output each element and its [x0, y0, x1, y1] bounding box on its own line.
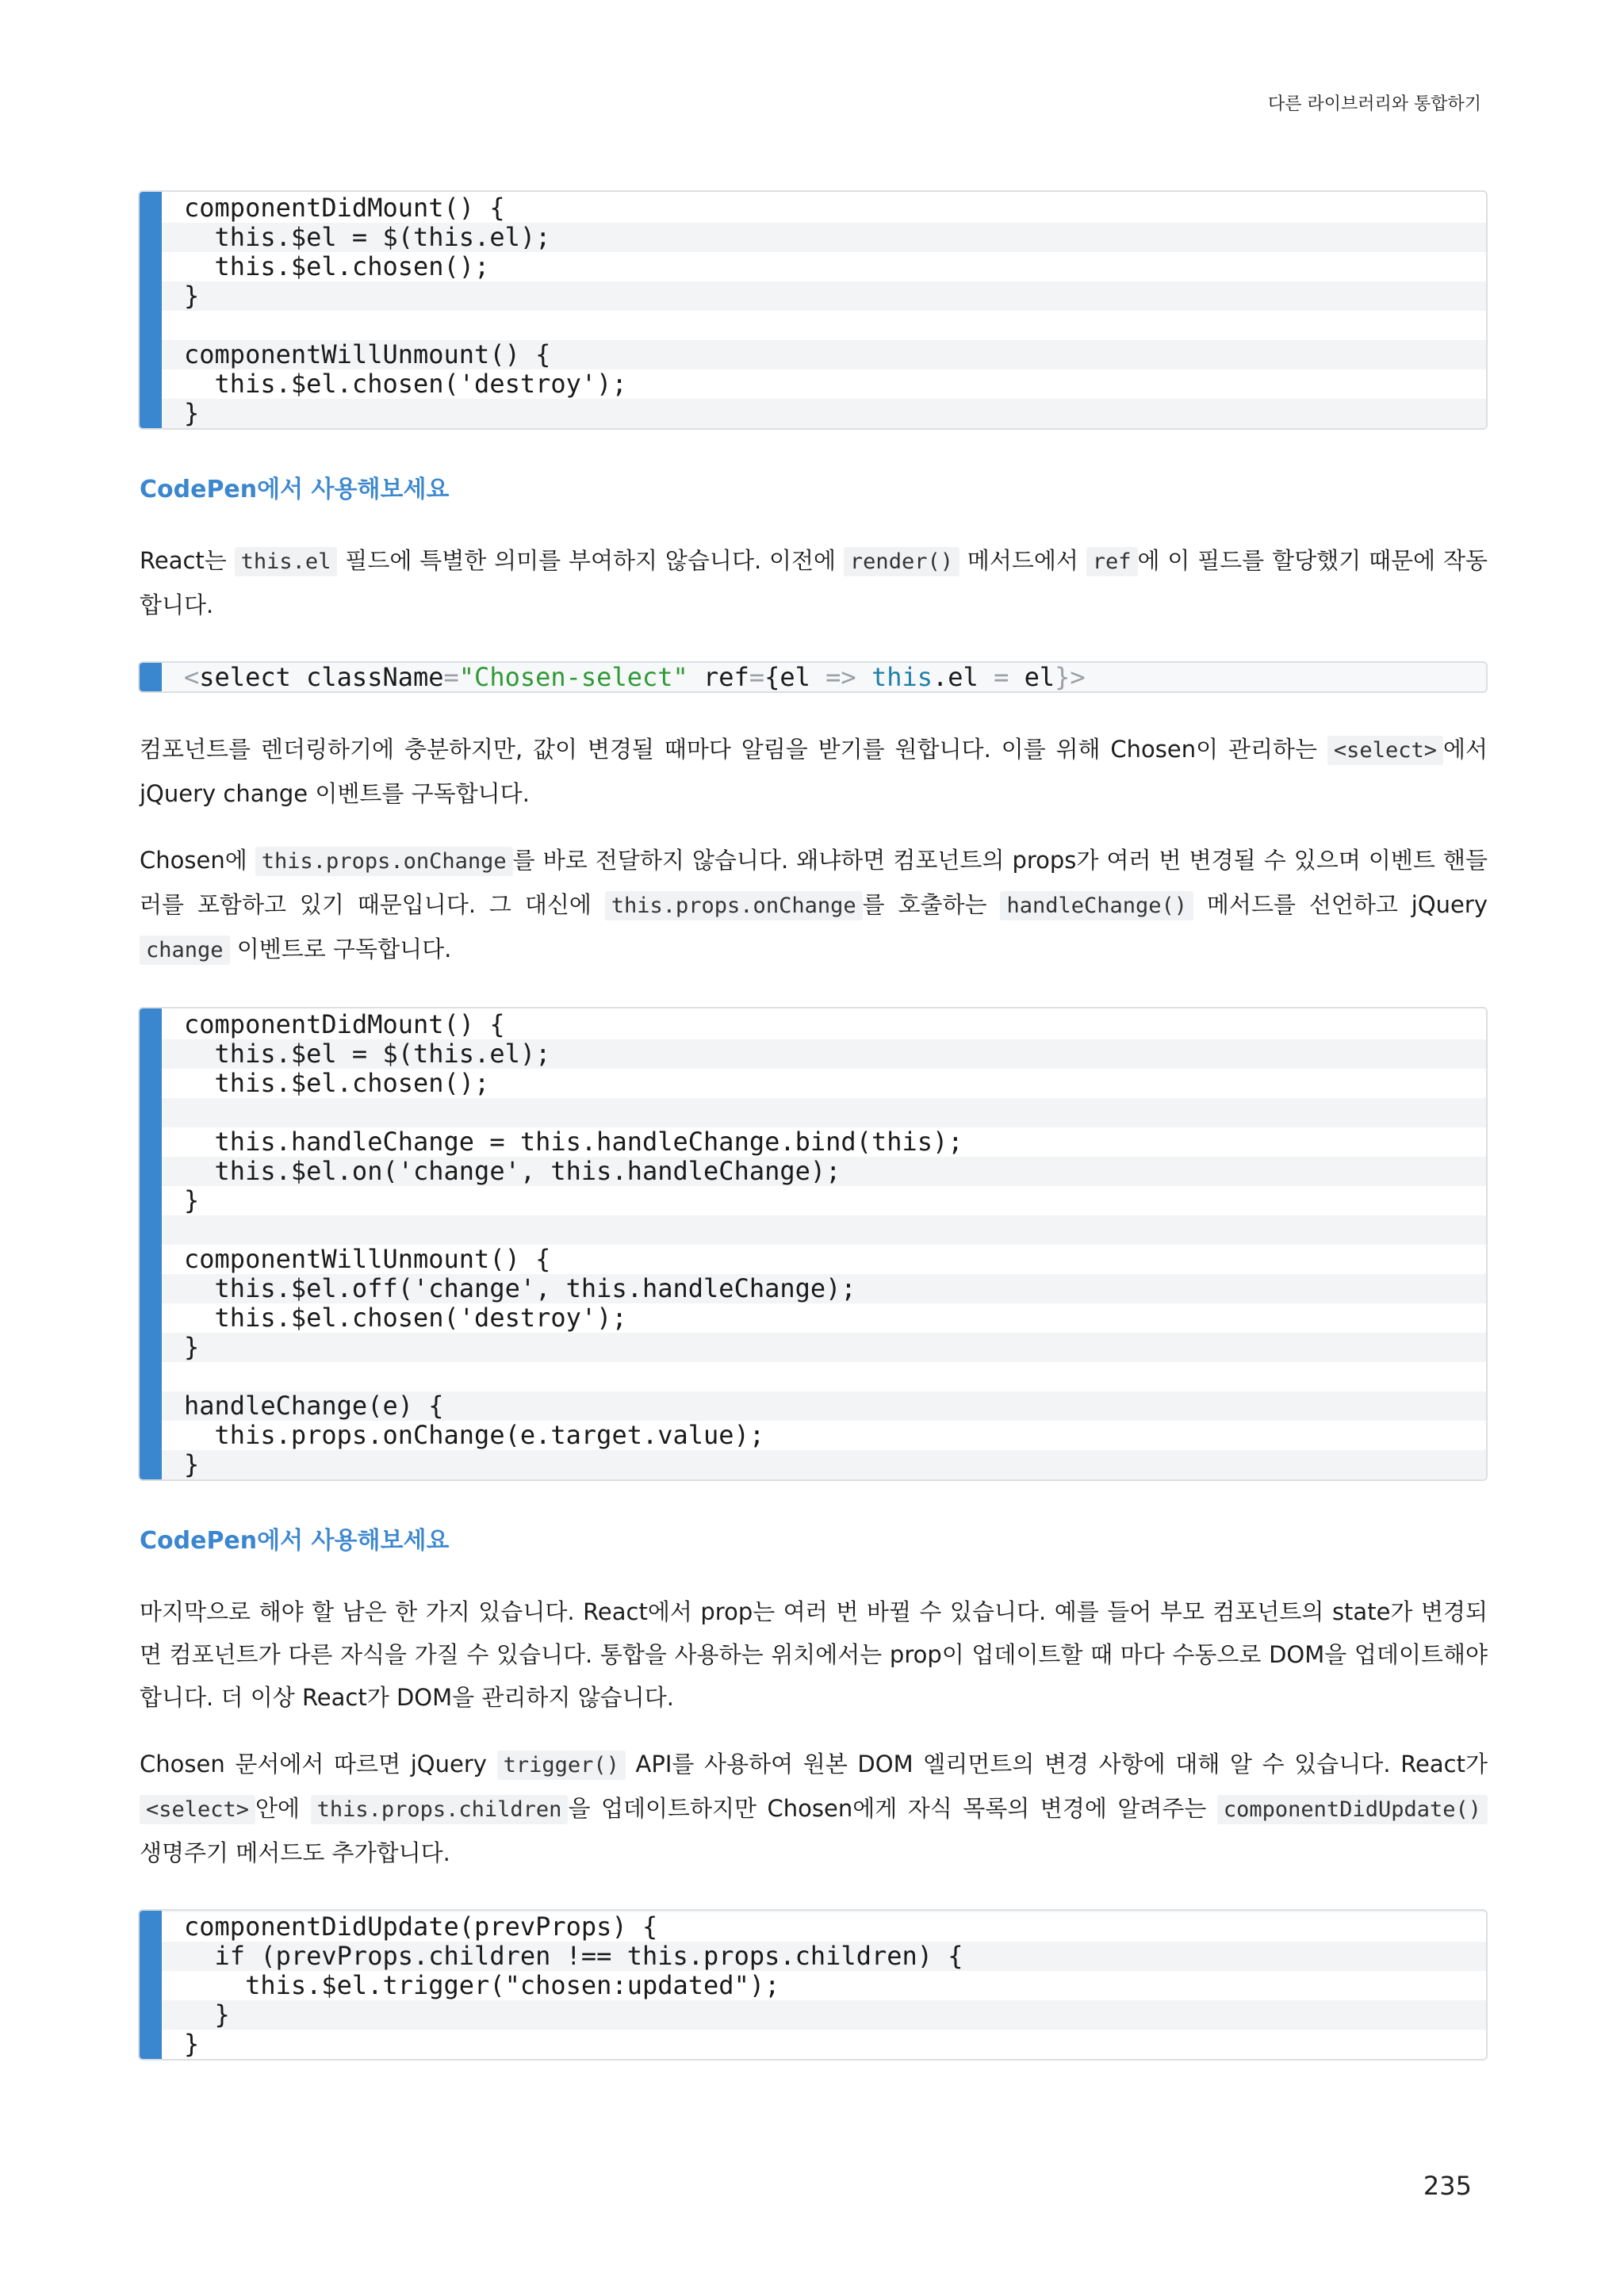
code-line [184, 1098, 1486, 1127]
code-listing [140, 192, 1486, 428]
code-listing [140, 1911, 1486, 2059]
text: 필드에 특별한 의미를 부여하지 않습니다. 이전에 [337, 547, 844, 574]
code-token: ref [703, 662, 749, 692]
code-token: } [1055, 662, 1071, 692]
text: React는 [140, 547, 235, 574]
code-block-didupdate [138, 1909, 1488, 2061]
code-line: this.$el = $(this.el); [184, 222, 551, 252]
page-content [138, 190, 1488, 2061]
paragraph-subscribe [140, 728, 1488, 815]
code-block-select [138, 661, 1488, 693]
inline-code: ref [1086, 547, 1138, 576]
code-line: } [184, 1185, 200, 1215]
code-listing [140, 1008, 1486, 1479]
code-line [184, 311, 1486, 340]
code-line: } [184, 2029, 200, 2059]
code-line: } [184, 1332, 200, 1362]
text: Chosen 문서에서 따르면 jQuery [140, 1751, 497, 1777]
code-line: componentDidMount() { [184, 193, 505, 223]
code-token: < [184, 662, 200, 692]
code-line: this.$el = $(this.el); [184, 1039, 551, 1069]
code-line: this.props.onChange(e.target.value); [184, 1420, 765, 1450]
code-token: = [443, 662, 459, 692]
code-token: el [779, 662, 810, 692]
code-token: > [1070, 662, 1086, 692]
text: 에 이 필드를 할당했기 때문에 작동합니다. [140, 547, 1488, 618]
code-line: componentDidMount() { [184, 1009, 505, 1039]
inline-code: this.el [235, 547, 338, 576]
code-line: this.$el.on('change', this.handleChange); [184, 1156, 841, 1186]
codepen-link[interactable]: CodePen에서 사용해보세요 [140, 1527, 450, 1555]
inline-code: this.props.children [311, 1795, 569, 1824]
codepen-link[interactable]: CodePen에서 사용해보세요 [140, 476, 450, 503]
text: 안에 [255, 1795, 311, 1822]
inline-code: change [140, 936, 230, 965]
inline-code: this.props.onChange [255, 847, 513, 876]
code-line: } [184, 398, 200, 428]
code-token: "Chosen-select" [458, 662, 688, 692]
code-line: componentWillUnmount() { [184, 339, 551, 369]
text: 를 호출하는 [862, 891, 1001, 918]
inline-code: <select> [140, 1795, 255, 1824]
code-line: this.$el.chosen('destroy'); [184, 369, 627, 399]
code-line: } [184, 1449, 200, 1479]
text: 컴포넌트를 렌더링하기에 충분하지만, 값이 변경될 때마다 알림을 받기를 원합니다. 이를 위해 Chosen이 관리하는 [140, 736, 1327, 763]
inline-code: this.props.onChange [605, 891, 863, 920]
code-listing [140, 663, 1486, 691]
inline-code: trigger() [497, 1751, 626, 1780]
code-line: if (prevProps.children !== this.props.children) { [184, 1941, 963, 1971]
paragraph-props-update [140, 1590, 1488, 1719]
text: 메서드에서 [959, 547, 1086, 574]
code-block-handlechange [138, 1007, 1488, 1481]
text: 이벤트로 구독합니다. [229, 936, 452, 962]
paragraph-trigger [140, 1743, 1488, 1874]
code-token: this [871, 662, 933, 692]
text: 에서 jQuery change 이벤트를 구독합니다. [140, 736, 1488, 807]
code-line: this.$el.trigger("chosen:updated"); [184, 1970, 780, 2000]
code-token: = [749, 662, 765, 692]
text: API를 사용하여 원본 DOM 엘리먼트의 변경 사항에 대해 알 수 있습니다. React가 [625, 1751, 1488, 1777]
text: Chosen에 [140, 847, 255, 874]
text: 생명주기 메서드도 추가합니다. [140, 1839, 450, 1866]
code-line: componentDidUpdate(prevProps) { [184, 1911, 658, 1942]
code-line: this.handleChange = this.handleChange.bind(this); [184, 1127, 963, 1157]
page-number: 235 [1423, 2171, 1472, 2201]
code-token: .el [933, 662, 979, 692]
paragraph-handlechange [140, 839, 1488, 972]
inline-code: handleChange() [1000, 891, 1193, 920]
paragraph-ref-explanation [140, 539, 1488, 626]
code-line [184, 1362, 1486, 1391]
code-token: = [994, 662, 1009, 692]
code-line: this.$el.chosen(); [184, 1068, 490, 1098]
code-line: } [184, 1999, 230, 2030]
text: 메서드를 선언하고 jQuery [1193, 891, 1488, 918]
text: 을 업데이트하지만 Chosen에게 자식 목록의 변경에 알려주는 [568, 1795, 1217, 1822]
code-line: this.$el.chosen('destroy'); [184, 1303, 627, 1333]
inline-code: <select> [1327, 736, 1443, 765]
code-token: => [825, 662, 856, 692]
text: 를 바로 전달하지 않습니다. 왜냐하면 컴포넌트의 props가 여러 번 변경될 수 있으며 이벤트 핸들러를 포함하고 있기 때문입니다. 그 대신에 [140, 847, 1488, 918]
code-line [184, 1215, 1486, 1245]
code-token: el [1024, 662, 1055, 692]
code-line: this.$el.chosen(); [184, 251, 490, 281]
code-line: componentWillUnmount() { [184, 1244, 551, 1274]
inline-code: render() [844, 547, 959, 576]
code-block-lifecycle [138, 190, 1488, 430]
code-line: } [184, 281, 200, 311]
running-header: 다른 라이브러리와 통합하기 [1267, 94, 1481, 114]
code-line: this.$el.off('change', this.handleChange); [184, 1273, 856, 1303]
inline-code: componentDidUpdate() [1217, 1795, 1488, 1824]
text: 마지막으로 해야 할 남은 한 가지 있습니다. React에서 prop는 여러 번 바뀔 수 있습니다. 예를 들어 부모 컴포넌트의 state가 변경되면 컴포넌트가 다른 자식을 가질 수 있습니다. 통합을 사용하는 위치에서는 prop이 업데이트할 때 마다 수동으로 DOM을 업데이트해야 합니다. 더 이상 React가 DOM을 관리하지 않습니다. [140, 1598, 1488, 1711]
code-line: handleChange(e) { [184, 1391, 444, 1421]
code-token: select [199, 662, 291, 692]
code-token: className [306, 662, 444, 692]
code-token: { [764, 662, 780, 692]
